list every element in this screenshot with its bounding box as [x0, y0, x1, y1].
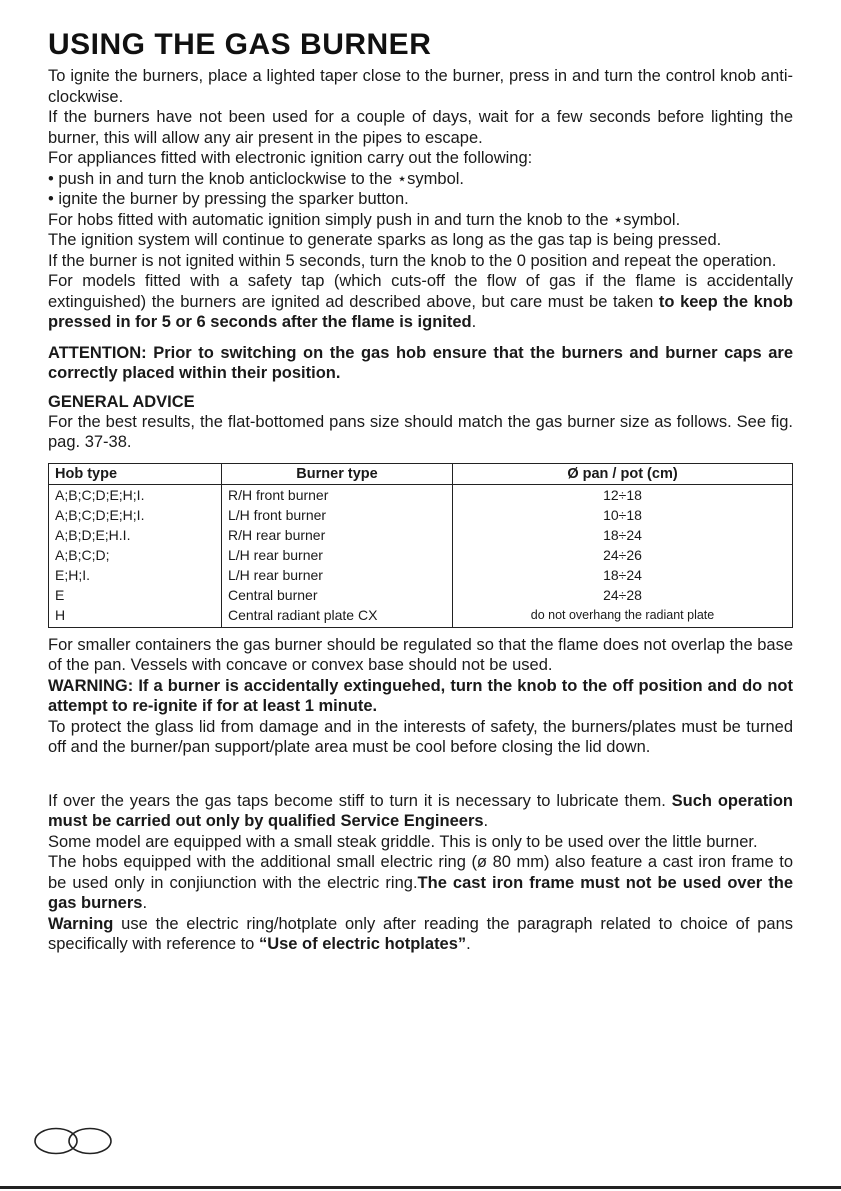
paragraph-stiff-taps: [48, 791, 793, 832]
table-cell: Central radiant plate CX: [222, 605, 453, 628]
text-run: .: [142, 894, 148, 912]
paragraph: If the burners have not been used for a couple of days, wait for a few seconds before lighting the burner, this will allow any air present in the pipes to escape.: [48, 108, 793, 147]
text-run: The hobs equipped with the additional small electric ring (ø 80 mm) also feature a cast iron frame to be used only in conjiunction with the electric ring.: [48, 853, 793, 892]
table-cell: Central burner: [222, 585, 453, 605]
table-cell: A;B;C;D;: [49, 545, 222, 565]
pan-size-table: [48, 463, 793, 628]
text-run: If over the years the gas taps become stiff to turn it is necessary to lubricate them.: [48, 791, 672, 810]
table-cell: R/H front burner: [222, 484, 453, 505]
table-cell: do not overhang the radiant plate: [530, 607, 715, 622]
bottom-rule: [0, 1186, 841, 1189]
paragraph: The ignition system will continue to generate sparks as long as the gas tap is being pressed.: [48, 231, 722, 249]
paragraph: For hobs fitted with automatic ignition simply push in and turn the knob to the ⋆symbol.: [48, 210, 681, 229]
table-row: [49, 545, 793, 565]
paragraph: For the best results, the flat-bottomed pans size should match the gas burner size as follows. See fig. pag. 37-38.: [48, 412, 793, 451]
table-cell: 10÷18: [603, 506, 642, 523]
column-header: Burner type: [222, 463, 453, 484]
table-cell: 12÷18: [603, 486, 642, 503]
paragraph: To ignite the burners, place a lighted taper close to the burner, press in and turn the control knob anti-clockwise.: [48, 67, 793, 106]
table-cell: L/H front burner: [222, 505, 453, 525]
text-run: For models fitted with a safety tap (which cuts-off the flow of gas if the flame is accidentally extinguished) the burners are ignited ad described above, but care must be taken: [48, 272, 793, 311]
paragraph-electric-ring: [48, 852, 793, 914]
page-title: USING THE GAS BURNER: [48, 28, 432, 61]
bullet-item: • push in and turn the knob anticlockwise to the ⋆symbol.: [48, 169, 464, 188]
bold-text-run: Such operation must be carried out only by qualified Service Engineers: [48, 791, 794, 830]
paragraph: To protect the glass lid from damage and in the interests of safety, the burners/plates must be turned off and the burner/pan support/plate area must be cool before closing the lid down.: [48, 717, 793, 756]
table-cell: E: [49, 585, 222, 605]
paragraph-safety-tap: [48, 271, 793, 333]
paragraph: If the burner is not ignited within 5 seconds, turn the knob to the 0 position and repeat the operation.: [48, 251, 777, 270]
text-run: use the electric ring/hotplate only after reading the paragraph related to choice of pans specifically with reference to: [48, 914, 793, 953]
table-cell: R/H rear burner: [222, 525, 453, 545]
paragraph-final-warning: [48, 914, 793, 955]
column-header: Hob type: [49, 463, 222, 484]
table-cell: L/H rear burner: [222, 545, 453, 565]
table-cell: A;B;D;E;H.I.: [49, 525, 222, 545]
table-cell: L/H rear burner: [222, 565, 453, 585]
bullet-item: • ignite the burner by pressing the sparker button.: [48, 190, 409, 208]
attention-notice: ATTENTION: Prior to switching on the gas hob ensure that the burners and burner caps are correctly placed within their position.: [48, 343, 793, 382]
table-cell: 18÷24: [603, 526, 642, 543]
intro-section: [48, 66, 793, 333]
text-run: .: [466, 935, 471, 953]
table-row: [49, 505, 793, 525]
column-header: Ø pan / pot (cm): [453, 463, 793, 484]
bold-text-run: The cast iron frame must not be used over the gas burners: [48, 873, 793, 912]
warning-notice: WARNING: If a burner is accidentally extinguehed, turn the knob to the off position and do not attempt to re-ignite if for at least 1 minute.: [48, 676, 793, 715]
table-row: [49, 565, 793, 585]
text-run: .: [483, 812, 489, 830]
bold-text-run: “Use of electric hotplates”: [258, 935, 467, 953]
table-row: [49, 605, 793, 628]
table-cell: E;H;I.: [49, 565, 222, 585]
spacer: [48, 758, 793, 791]
table-header-row: [49, 463, 793, 484]
table-row: [49, 525, 793, 545]
table-cell: A;B;C;D;E;H;I.: [49, 505, 222, 525]
language-flag-icon: [32, 1126, 114, 1156]
section-heading: GENERAL ADVICE: [48, 392, 195, 411]
table-row: [49, 484, 793, 505]
paragraph: For smaller containers the gas burner should be regulated so that the flame does not overlap the base of the pan. Vessels with concave or convex base should not be used.: [48, 635, 793, 674]
paragraph: For appliances fitted with electronic ignition carry out the following:: [48, 149, 533, 167]
table-cell: 18÷24: [603, 566, 642, 583]
bold-text-run: Warning: [48, 914, 114, 933]
paragraph: Some model are equipped with a small steak griddle. This is only to be used over the little burner.: [48, 832, 758, 851]
table-cell: H: [49, 605, 222, 628]
bold-text-run: to keep the knob pressed in for 5 or 6 seconds after the flame is ignited: [48, 292, 793, 331]
table-cell: A;B;C;D;E;H;I.: [49, 484, 222, 505]
table-cell: 24÷26: [603, 546, 642, 563]
text-run: .: [471, 313, 477, 331]
manual-page: [48, 28, 793, 955]
table-cell: 24÷28: [603, 586, 642, 603]
table-row: [49, 585, 793, 605]
